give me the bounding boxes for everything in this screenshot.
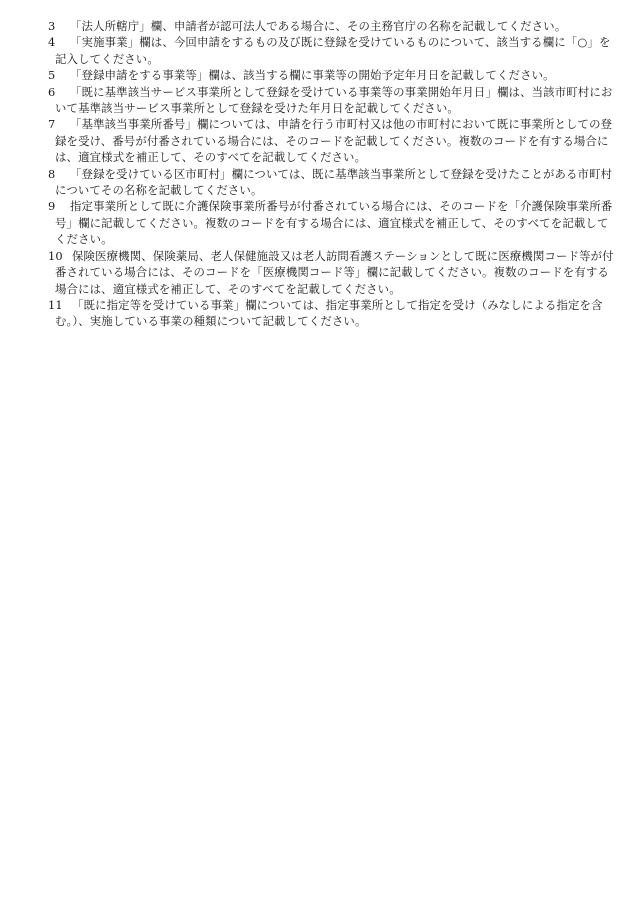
- note-number: 5: [48, 68, 56, 83]
- note-item-8: [48, 166, 618, 199]
- note-text: 保険医療機関、保険薬局、老人保健施設又は老人訪問看護ステーションとして既に医療機関コード等が付番されている場合には、そのコードを「医療機関コード等」欄に記載してください。複数のコードを有する場合には、適宜様式を補正して、そのすべてを記載してください。: [55, 248, 614, 296]
- note-item-10: [48, 248, 618, 297]
- note-text: 「既に指定等を受けている事業」欄については、指定事業所として指定を受け（みなしによる指定を含む。）、実施している事業の種類について記載してください。: [55, 297, 603, 329]
- note-text: 「既に基準該当サービス事業所として登録を受けている事業等の事業開始年月日」欄は、当該市町村において基準該当サービス事業所として登録を受けた年月日を記載してください。: [55, 84, 613, 116]
- notes-list: [48, 18, 618, 330]
- note-number: 10: [48, 248, 63, 263]
- note-number: 6: [48, 84, 56, 99]
- note-item-6: [48, 84, 618, 117]
- note-number: 7: [48, 117, 56, 132]
- note-text: 指定事業所として既に介護保険事業所番号が付番されている場合には、そのコードを「介護保険事業所番号」欄に記載してください。複数のコードを有する場合には、適宜様式を補正して、そのすべてを記載してください。: [55, 199, 613, 247]
- note-item-5: [48, 67, 618, 83]
- note-item-4: [48, 34, 618, 67]
- note-item-7: [48, 116, 618, 165]
- note-number: 3: [48, 19, 56, 33]
- note-item-3: [48, 18, 618, 34]
- note-item-9: [48, 198, 618, 247]
- note-text: 「基準該当事業所番号」欄については、申請を行う市町村又は他の市町村において既に事業所としての登録を受け、番号が付番されている場合には、そのコードを記載してください。複数のコードを有する場合には、適宜様式を補正して、そのすべてを記載してください。: [55, 117, 613, 165]
- note-text: 「登録を受けている区市町村」欄については、既に基準該当事業所として登録を受けたことがある市町村についてその名称を記載してください。: [55, 166, 613, 198]
- note-text: 「実施事業」欄は、今回申請をするもの及び既に登録を受けているものについて、該当する欄に「○」を記入してください。: [55, 35, 611, 66]
- note-item-11: [48, 297, 618, 330]
- note-number: 9: [48, 199, 56, 214]
- note-text: 「登録申請をする事業等」欄は、該当する欄に事業等の開始予定年月日を記載してください。: [70, 68, 555, 83]
- note-number: 4: [48, 35, 56, 50]
- note-number: 8: [48, 166, 56, 181]
- note-text: 「法人所轄庁」欄、申請者が認可法人である場合に、その主務官庁の名称を記載してください。: [70, 19, 567, 33]
- note-number: 11: [48, 297, 63, 312]
